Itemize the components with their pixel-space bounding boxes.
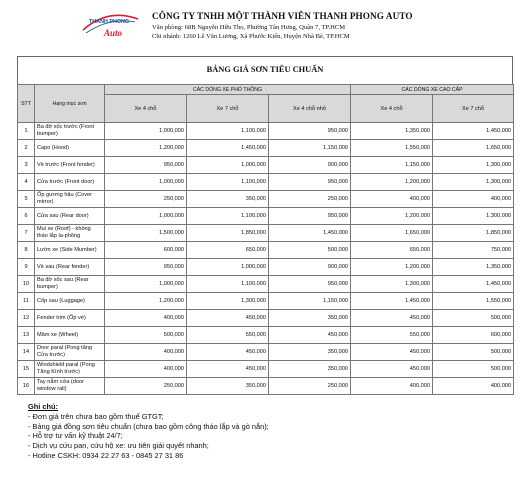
stt-cell: 9 bbox=[18, 259, 35, 276]
price-common-4-seat-small: 900,000 bbox=[269, 157, 351, 174]
price-common-7-seat: 1,300,000 bbox=[187, 293, 269, 310]
table-row bbox=[18, 225, 514, 242]
stt-cell: 7 bbox=[18, 225, 35, 242]
price-table-header bbox=[18, 85, 514, 123]
price-premium-4-seat: 1,450,000 bbox=[351, 293, 433, 310]
sub-common-4-seat: Xe 4 chỗ bbox=[105, 95, 187, 123]
price-common-7-seat: 1,100,000 bbox=[187, 276, 269, 293]
stt-cell: 11 bbox=[18, 293, 35, 310]
price-common-4-seat: 600,000 bbox=[105, 242, 187, 259]
price-premium-4-seat: 1,200,000 bbox=[351, 208, 433, 225]
table-row bbox=[18, 259, 514, 276]
price-common-4-seat: 250,000 bbox=[105, 191, 187, 208]
price-common-4-seat: 1,000,000 bbox=[105, 276, 187, 293]
price-common-4-seat-small: 350,000 bbox=[269, 344, 351, 361]
price-premium-7-seat: 1,300,000 bbox=[433, 208, 514, 225]
price-premium-4-seat: 1,350,000 bbox=[351, 123, 433, 140]
price-common-4-seat: 1,200,000 bbox=[105, 293, 187, 310]
price-common-4-seat: 1,500,000 bbox=[105, 225, 187, 242]
price-premium-7-seat: 1,350,000 bbox=[433, 259, 514, 276]
table-row bbox=[18, 242, 514, 259]
stt-cell: 13 bbox=[18, 327, 35, 344]
price-premium-7-seat: 1,650,000 bbox=[433, 140, 514, 157]
price-premium-4-seat: 400,000 bbox=[351, 378, 433, 395]
price-premium-4-seat: 550,000 bbox=[351, 327, 433, 344]
price-common-7-seat: 550,000 bbox=[187, 327, 269, 344]
price-common-7-seat: 350,000 bbox=[187, 378, 269, 395]
price-table-body bbox=[18, 123, 514, 395]
price-premium-7-seat: 1,300,000 bbox=[433, 157, 514, 174]
price-common-4-seat: 400,000 bbox=[105, 310, 187, 327]
price-premium-4-seat: 1,150,000 bbox=[351, 157, 433, 174]
price-premium-7-seat: 400,000 bbox=[433, 378, 514, 395]
company-name: CÔNG TY TNHH MỘT THÀNH VIÊN THANH PHONG AUTO bbox=[152, 11, 413, 21]
price-premium-7-seat: 1,450,000 bbox=[433, 276, 514, 293]
item-cell: Capo (Hood) bbox=[35, 140, 105, 157]
price-premium-4-seat: 450,000 bbox=[351, 344, 433, 361]
price-common-4-seat: 950,000 bbox=[105, 259, 187, 276]
item-cell: Vè sau (Rear fender) bbox=[35, 259, 105, 276]
table-row bbox=[18, 157, 514, 174]
stt-cell: 3 bbox=[18, 157, 35, 174]
item-cell: Vè trước (Front fender) bbox=[35, 157, 105, 174]
price-common-4-seat: 500,000 bbox=[105, 327, 187, 344]
item-cell: Ba đờ xốc trước (Front bumper) bbox=[35, 123, 105, 140]
stt-cell: 6 bbox=[18, 208, 35, 225]
price-table bbox=[17, 84, 514, 395]
price-common-7-seat: 450,000 bbox=[187, 344, 269, 361]
price-common-7-seat: 1,850,000 bbox=[187, 225, 269, 242]
price-common-7-seat: 1,100,000 bbox=[187, 123, 269, 140]
table-row bbox=[18, 378, 514, 395]
price-common-4-seat-small: 1,150,000 bbox=[269, 140, 351, 157]
notes bbox=[28, 402, 269, 461]
table-row bbox=[18, 123, 514, 140]
item-cell: Mâm xe (Wheel) bbox=[35, 327, 105, 344]
price-common-4-seat-small: 950,000 bbox=[269, 174, 351, 191]
table-row bbox=[18, 140, 514, 157]
letterhead bbox=[0, 0, 531, 48]
price-common-7-seat: 1,100,000 bbox=[187, 208, 269, 225]
price-common-4-seat: 250,000 bbox=[105, 378, 187, 395]
price-common-7-seat: 1,450,000 bbox=[187, 140, 269, 157]
price-common-4-seat-small: 450,000 bbox=[269, 327, 351, 344]
col-stt-header: STT bbox=[18, 85, 35, 123]
price-premium-4-seat: 1,550,000 bbox=[351, 140, 433, 157]
table-row bbox=[18, 208, 514, 225]
price-premium-4-seat: 450,000 bbox=[351, 361, 433, 378]
stt-cell: 4 bbox=[18, 174, 35, 191]
stt-cell: 8 bbox=[18, 242, 35, 259]
group-premium-header: CÁC DÒNG XE CAO CẤP bbox=[351, 85, 514, 95]
price-premium-7-seat: 750,000 bbox=[433, 242, 514, 259]
price-common-4-seat: 1,000,000 bbox=[105, 208, 187, 225]
price-common-7-seat: 450,000 bbox=[187, 310, 269, 327]
group-common-header: CÁC DÒNG XE PHỔ THÔNG bbox=[105, 85, 351, 95]
price-premium-4-seat: 650,000 bbox=[351, 242, 433, 259]
table-row bbox=[18, 310, 514, 327]
price-common-4-seat: 950,000 bbox=[105, 157, 187, 174]
price-premium-4-seat: 1,200,000 bbox=[351, 259, 433, 276]
item-cell: Mui xe (Roof) - không tháo lắp la-phông bbox=[35, 225, 105, 242]
price-premium-7-seat: 1,550,000 bbox=[433, 293, 514, 310]
stt-cell: 14 bbox=[18, 344, 35, 361]
price-common-7-seat: 450,000 bbox=[187, 361, 269, 378]
price-common-4-seat: 1,200,000 bbox=[105, 140, 187, 157]
sub-premium-7-seat: Xe 7 chỗ bbox=[433, 95, 514, 123]
item-cell: Fender trim (Ốp vè) bbox=[35, 310, 105, 327]
stt-cell: 5 bbox=[18, 191, 35, 208]
price-common-7-seat: 650,000 bbox=[187, 242, 269, 259]
stt-cell: 1 bbox=[18, 123, 35, 140]
price-common-4-seat-small: 500,000 bbox=[269, 242, 351, 259]
price-common-4-seat: 1,000,000 bbox=[105, 123, 187, 140]
price-common-4-seat-small: 950,000 bbox=[269, 123, 351, 140]
item-cell: Windshield paral (Pong Tăng Kính trước) bbox=[35, 361, 105, 378]
notes-title: Ghi chú: bbox=[28, 402, 58, 411]
sub-premium-4-seat: Xe 4 chỗ bbox=[351, 95, 433, 123]
item-cell: Cửa sau (Rear door) bbox=[35, 208, 105, 225]
note-line: - Đơn giá trên chưa bao gồm thuế GTGT; bbox=[28, 411, 164, 421]
price-common-4-seat-small: 1,450,000 bbox=[269, 225, 351, 242]
price-premium-7-seat: 600,000 bbox=[433, 327, 514, 344]
price-common-7-seat: 1,000,000 bbox=[187, 259, 269, 276]
table-row bbox=[18, 276, 514, 293]
note-line: - Bảng giá đồng sơn tiêu chuẩn (chưa bao gồm công tháo lắp và gò nắn); bbox=[28, 421, 269, 431]
stt-cell: 2 bbox=[18, 140, 35, 157]
table-row bbox=[18, 327, 514, 344]
logo-text-top: THANH PHONG bbox=[89, 19, 130, 25]
table-row bbox=[18, 361, 514, 378]
price-common-7-seat: 1,100,000 bbox=[187, 174, 269, 191]
stt-cell: 15 bbox=[18, 361, 35, 378]
logo-text-bottom: Auto bbox=[104, 28, 123, 38]
branch-address: Chi nhánh: 1260 Lê Văn Lương, Xã Phước Kiển, Huyện Nhà Bè, TP.HCM bbox=[152, 33, 350, 40]
table-row bbox=[18, 344, 514, 361]
office-address: Văn phòng: 68B Nguyễn Hữu Thọ, Phường Tân Hưng, Quận 7, TP.HCM bbox=[152, 24, 346, 31]
price-common-4-seat: 400,000 bbox=[105, 361, 187, 378]
title-box bbox=[17, 56, 513, 84]
price-premium-4-seat: 1,300,000 bbox=[351, 276, 433, 293]
item-cell: Door paral (Pong tăng Cửa trước) bbox=[35, 344, 105, 361]
price-common-4-seat-small: 900,000 bbox=[269, 259, 351, 276]
price-common-4-seat: 400,000 bbox=[105, 344, 187, 361]
price-common-4-seat-small: 250,000 bbox=[269, 191, 351, 208]
price-premium-7-seat: 1,450,000 bbox=[433, 123, 514, 140]
stt-cell: 12 bbox=[18, 310, 35, 327]
item-cell: Cửa trước (Front door) bbox=[35, 174, 105, 191]
price-premium-7-seat: 400,000 bbox=[433, 191, 514, 208]
price-common-7-seat: 1,000,000 bbox=[187, 157, 269, 174]
sub-common-7-seat: Xe 7 chỗ bbox=[187, 95, 269, 123]
price-premium-4-seat: 1,650,000 bbox=[351, 225, 433, 242]
price-premium-7-seat: 500,000 bbox=[433, 310, 514, 327]
sub-common-4-seat-small: Xe 4 chỗ nhỏ bbox=[269, 95, 351, 123]
stt-cell: 16 bbox=[18, 378, 35, 395]
item-cell: Cốp sau (Luggage) bbox=[35, 293, 105, 310]
item-cell: Lườn xe (Side Mumber) bbox=[35, 242, 105, 259]
price-common-7-seat: 350,000 bbox=[187, 191, 269, 208]
company-logo bbox=[80, 10, 142, 40]
price-common-4-seat-small: 250,000 bbox=[269, 378, 351, 395]
item-cell: Ba đờ xốc sau (Rear bumper) bbox=[35, 276, 105, 293]
table-row bbox=[18, 191, 514, 208]
price-premium-7-seat: 1,850,000 bbox=[433, 225, 514, 242]
price-premium-7-seat: 1,300,000 bbox=[433, 174, 514, 191]
price-common-4-seat-small: 350,000 bbox=[269, 310, 351, 327]
price-premium-4-seat: 450,000 bbox=[351, 310, 433, 327]
note-line: - Dịch vụ cứu pan, cứu hộ xe: ưu tiên giải quyết nhanh; bbox=[28, 441, 209, 451]
price-common-4-seat-small: 1,150,000 bbox=[269, 293, 351, 310]
price-premium-4-seat: 400,000 bbox=[351, 191, 433, 208]
note-line: - Hotline CSKH: 0934 22 27 63 - 0845 27 31 86 bbox=[28, 450, 184, 460]
table-row bbox=[18, 293, 514, 310]
stt-cell: 10 bbox=[18, 276, 35, 293]
col-item-header: Hạng mục sơn bbox=[35, 85, 105, 123]
price-common-4-seat-small: 950,000 bbox=[269, 276, 351, 293]
table-row bbox=[18, 174, 514, 191]
price-common-4-seat-small: 350,000 bbox=[269, 361, 351, 378]
item-cell: Ốp gương hậu (Cover mirror) bbox=[35, 191, 105, 208]
item-cell: Tay nắm cửa (door window rail) bbox=[35, 378, 105, 395]
document-title: BẢNG GIÁ SƠN TIÊU CHUẨN bbox=[206, 65, 324, 74]
price-common-4-seat-small: 950,000 bbox=[269, 208, 351, 225]
price-premium-4-seat: 1,200,000 bbox=[351, 174, 433, 191]
note-line: - Hỗ trợ tư vấn kỹ thuật 24/7; bbox=[28, 431, 123, 441]
price-premium-7-seat: 500,000 bbox=[433, 344, 514, 361]
price-premium-7-seat: 500,000 bbox=[433, 361, 514, 378]
price-common-4-seat: 1,000,000 bbox=[105, 174, 187, 191]
